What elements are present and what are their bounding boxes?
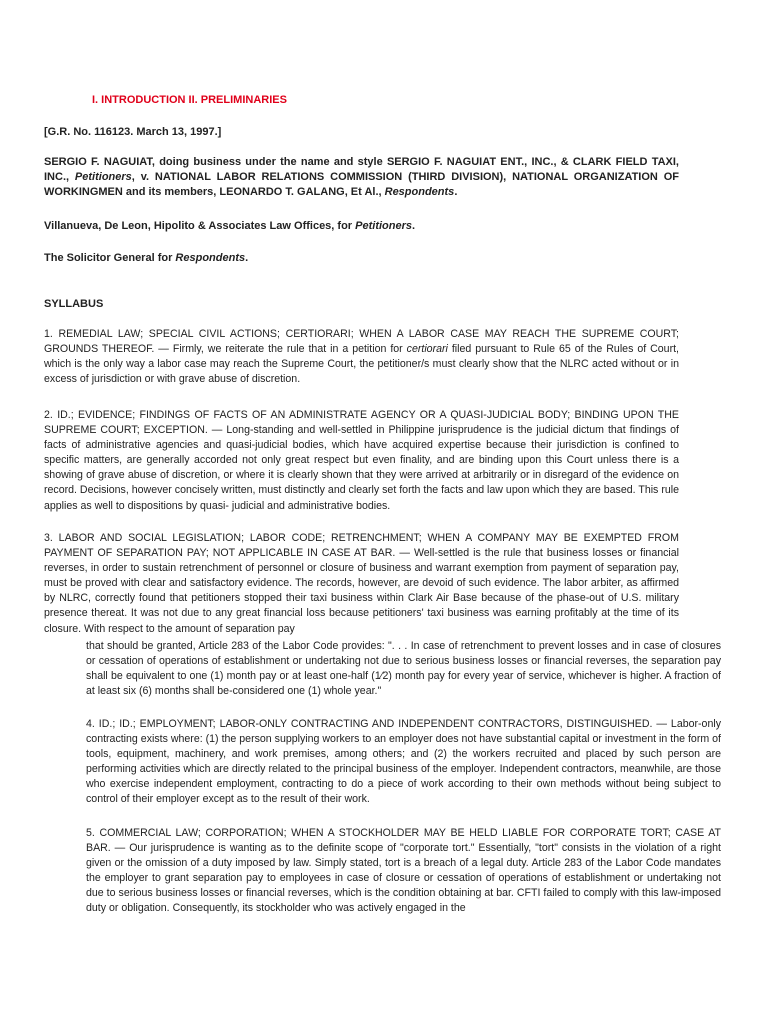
syllabus-item-1-b: filed pursuant to Rule 65 of the Rules of Court, which is the only way a labor case may reach the Supreme Court, the petitioner/s must clearly show that the NLRC acted without or in excess of jurisdiction or with grave abuse of discretion. — [44, 343, 679, 386]
syllabus-item-5: 5. COMMERCIAL LAW; CORPORATION; WHEN A STOCKHOLDER MAY BE HELD LIABLE FOR CORPORATE TORT; CASE AT BAR. — Our jurisprudence is wanting as to the definite scope of "corporate tort." Essentially, "tort" consists in the violation of a right given or the omission of a duty imposed by law. Simply stated, tort is a breach of a legal duty. Article 283 of the Labor Code mandates the employer to grant separation pay to employees in case of closure or cessation of operations of establishment or undertaking not due to serious business losses or financial reverses, which is the condition obtaining at bar. CFTI failed to comply with this law-imposed duty or obligation. Consequently, its stockholder who was actively engaged in the — [86, 827, 721, 915]
caption-end: . — [454, 186, 458, 198]
respondents-counsel — [44, 251, 248, 266]
syllabus-item-2: 2. ID.; EVIDENCE; FINDINGS OF FACTS OF AN ADMINISTRATE AGENCY OR A QUASI-JUDICIAL BODY; BINDING UPON THE SUPREME COURT; EXCEPTION. — Long-standing and well-settled in Philippine jurisprudence is the judicial dictum that findings of facts of administrative agencies and quasi-judicial bodies, which have acquired expertise because their jurisdiction is confined to specific matters, are generally accorded not only great respect but even finality, and are binding upon this Court unless there is a showing of grave abuse of discretion, or where it is clearly shown that they were arrived at arbitrarily or in disregard of the evidence on record. Decisions, however concisely written, must distinctly and clearly set forth the facts and law upon which they are based. This rule applies as well to dispositions by quasi- judicial and administrative bodies. — [44, 409, 679, 512]
solgen-party: Respondents — [175, 252, 246, 264]
counsel-text: Villanueva, De Leon, Hipolito & Associates Law Offices, for — [44, 220, 356, 232]
case-caption — [44, 155, 679, 200]
solgen-text: The Solicitor General for — [44, 252, 176, 264]
syllabus-item-1-italic: certiorari — [406, 343, 448, 356]
syllabus-item-3-continued: that should be granted, Article 283 of the Labor Code provides: ". . . In case of retrenchment to prevent losses and in case of closures or cessation of operations of establishment or undertaking not due to serious business losses or financial reverses, the separation pay shall be equivalent to one (1) month pay or at least one-half (1⁄2) month pay for every year of service, whichever is higher. A fraction of at least six (6) months shall be-considered one (1) whole year." — [86, 640, 721, 698]
syllabus-item-1-a: 1. REMEDIAL LAW; SPECIAL CIVIL ACTIONS; CERTIORARI; WHEN A LABOR CASE MAY REACH THE SUPREME COURT; GROUNDS THEREOF. — Firmly, we reiterate the rule that in a petition for — [44, 328, 679, 356]
syllabus-item-3: 3. LABOR AND SOCIAL LEGISLATION; LABOR CODE; RETRENCHMENT; WHEN A COMPANY MAY BE EXEMPTED FROM PAYMENT OF SEPARATION PAY; NOT APPLICABLE IN CASE AT BAR. — Well-settled is the rule that business losses or financial reverses, in order to sustain retrenchment of personnel or closure of business and warrant exemption from payment of separation pay, must be proved with clear and satisfactory evidence. The records, however, are devoid of such evidence. The labor arbiter, as affirmed by NLRC, correctly found that petitioners stopped their taxi business within Clark Air Base because of the phase-out of U.S. military presence thereat. It was not due to any great financial loss because petitioners' taxi business was earning profitably at the time of its closure. With respect to the amount of separation pay — [44, 532, 679, 635]
syllabus-item-4: 4. ID.; ID.; EMPLOYMENT; LABOR-ONLY CONTRACTING AND INDEPENDENT CONTRACTORS, DISTINGUISHED. — Labor-only contracting exists where: (1) the person supplying workers to an employer does not have substantial capital or investment in the form of tools, equipment, machinery, and work premises, among others; and (2) the workers recruited and placed by such person are performing activities which are directly related to the principal business of the employer. Independent contractors, meanwhile, are those who exercise independent employment, contracting to do a piece of work according to their own methods without being subject to control of their employer except as to the result of their work. — [86, 718, 721, 806]
counsel-party: Petitioners — [355, 220, 412, 232]
caption-petitioners: Petitioners — [74, 171, 132, 183]
counsel-end: . — [412, 220, 416, 232]
syllabus-title: SYLLABUS — [44, 298, 104, 310]
syllabus-item-1 — [44, 327, 679, 387]
caption-part2: , v. NATIONAL LABOR RELATIONS COMMISSION (THIRD DIVISION), NATIONAL ORGANIZATION OF WORKINGMEN and its members, LEONARDO T. GALANG, Et Al., — [44, 171, 679, 198]
petitioners-counsel — [44, 219, 415, 234]
caption-part1: SERGIO F. NAGUIAT, doing business under the name and style SERGIO F. NAGUIAT ENT., INC., & CLARK FIELD TAXI, INC., — [44, 156, 679, 183]
case-citation: [G.R. No. 116123. March 13, 1997.] — [44, 126, 222, 138]
document-heading: I. INTRODUCTION II. PRELIMINARIES — [92, 94, 287, 106]
solgen-end: . — [245, 252, 249, 264]
caption-respondents: Respondents — [384, 186, 455, 198]
